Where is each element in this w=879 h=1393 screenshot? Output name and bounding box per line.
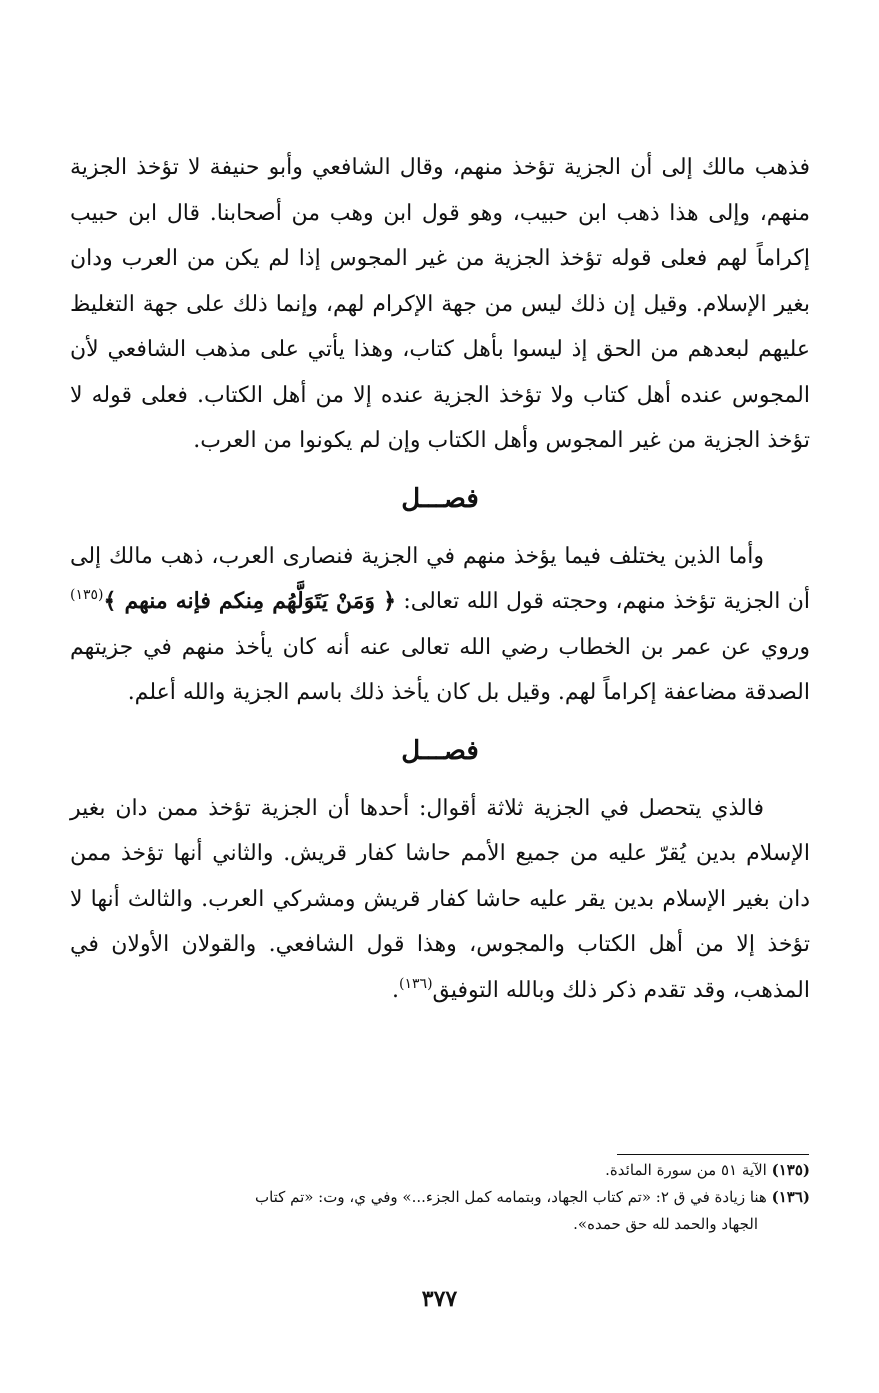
section-heading-1: فصـــل — [401, 483, 479, 514]
footnote-divider — [617, 1154, 809, 1155]
section-heading-2: فصـــل — [401, 735, 479, 766]
quran-verse: ﴿ وَمَنْ يَتَوَلَّهُم مِنكم فإنه منهم ﴾ — [103, 588, 396, 614]
paragraph-2-text-b: وروي عن عمر بن الخطاب رضي الله تعالى عنه أنه كان يأخذ منهم في جزيتهم الصدقة مضاعفة إكراماً لهم. وقيل بل كان يأخذ ذلك باسم الجزية والله أعلم. — [70, 634, 810, 705]
footnote-136-text: هنا زيادة في ق ٢: «تم كتاب الجهاد، وبتمامه كمل الجزء...» وفي ي، وت: «تم كتاب — [254, 1188, 772, 1206]
footnote-135 — [70, 1157, 810, 1184]
paragraph-1 — [70, 145, 810, 464]
footnote-135-number: (١٣٥) — [771, 1161, 810, 1179]
footnote-ref-135[interactable]: (١٣٥) — [70, 587, 104, 603]
footnote-ref-136[interactable]: (١٣٦) — [399, 975, 433, 992]
page-number: ٣٧٧ — [421, 1286, 458, 1312]
paragraph-2 — [70, 534, 810, 716]
footnote-135-text: الآية ٥١ من سورة المائدة. — [605, 1161, 772, 1179]
paragraph-2-text-a: وأما الذين يختلف فيما يؤخذ منهم في الجزية فنصارى العرب، ذهب مالك إلى أن الجزية تؤخذ منهم، وحجته قول الله تعالى: — [70, 543, 810, 614]
paragraph-3 — [70, 786, 810, 1014]
footnote-136-number: (١٣٦) — [771, 1188, 810, 1206]
paragraph-3-text: فالذي يتحصل في الجزية ثلاثة أقوال: أحدها أن الجزية تؤخذ ممن دان بغير الإسلام بدين يُقرّ عليه من جميع الأمم حاشا كفار قريش. والثاني أنها تؤخذ ممن دان بغير الإسلام بدين يقر عليه حاشا كفار قريش ومشركي العرب. والثالث أنها لا تؤخذ إلا من أهل الكتاب والمجوس، وهذا قول الشافعي. والقولان الأولان في المذهب، وقد تقدم ذكر ذلك وبالله التوفيق — [70, 795, 810, 1003]
page-body — [70, 145, 810, 1013]
paragraph-3-end: . — [392, 977, 400, 1003]
footnote-136 — [70, 1184, 810, 1211]
footnote-136-continuation: الجهاد والحمد لله حق حمده». — [573, 1215, 758, 1233]
footnotes — [70, 1157, 810, 1238]
paragraph-1-text: فذهب مالك إلى أن الجزية تؤخذ منهم، وقال الشافعي وأبو حنيفة لا تؤخذ الجزية منهم، وإلى هذا ذهب ابن حبيب، وهو قول ابن وهب من أصحابنا. قال ابن حبيب إكراماً لهم فعلى قوله تؤخذ الجزية من غير المجوس إذا لم يكن من العرب ودان بغير الإسلام. وقيل إن ذلك ليس من جهة الإكرام لهم، وإنما ذلك على جهة التغليظ عليهم لبعدهم من الحق إذ ليسوا بأهل كتاب، وهذا يأتي على مذهب الشافعي لأن المجوس عنده أهل كتاب ولا تؤخذ الجزية عنده إلا من أهل الكتاب. فعلى قوله لا تؤخذ الجزية من غير المجوس وأهل الكتاب وإن لم يكونوا من العرب. — [70, 155, 810, 453]
